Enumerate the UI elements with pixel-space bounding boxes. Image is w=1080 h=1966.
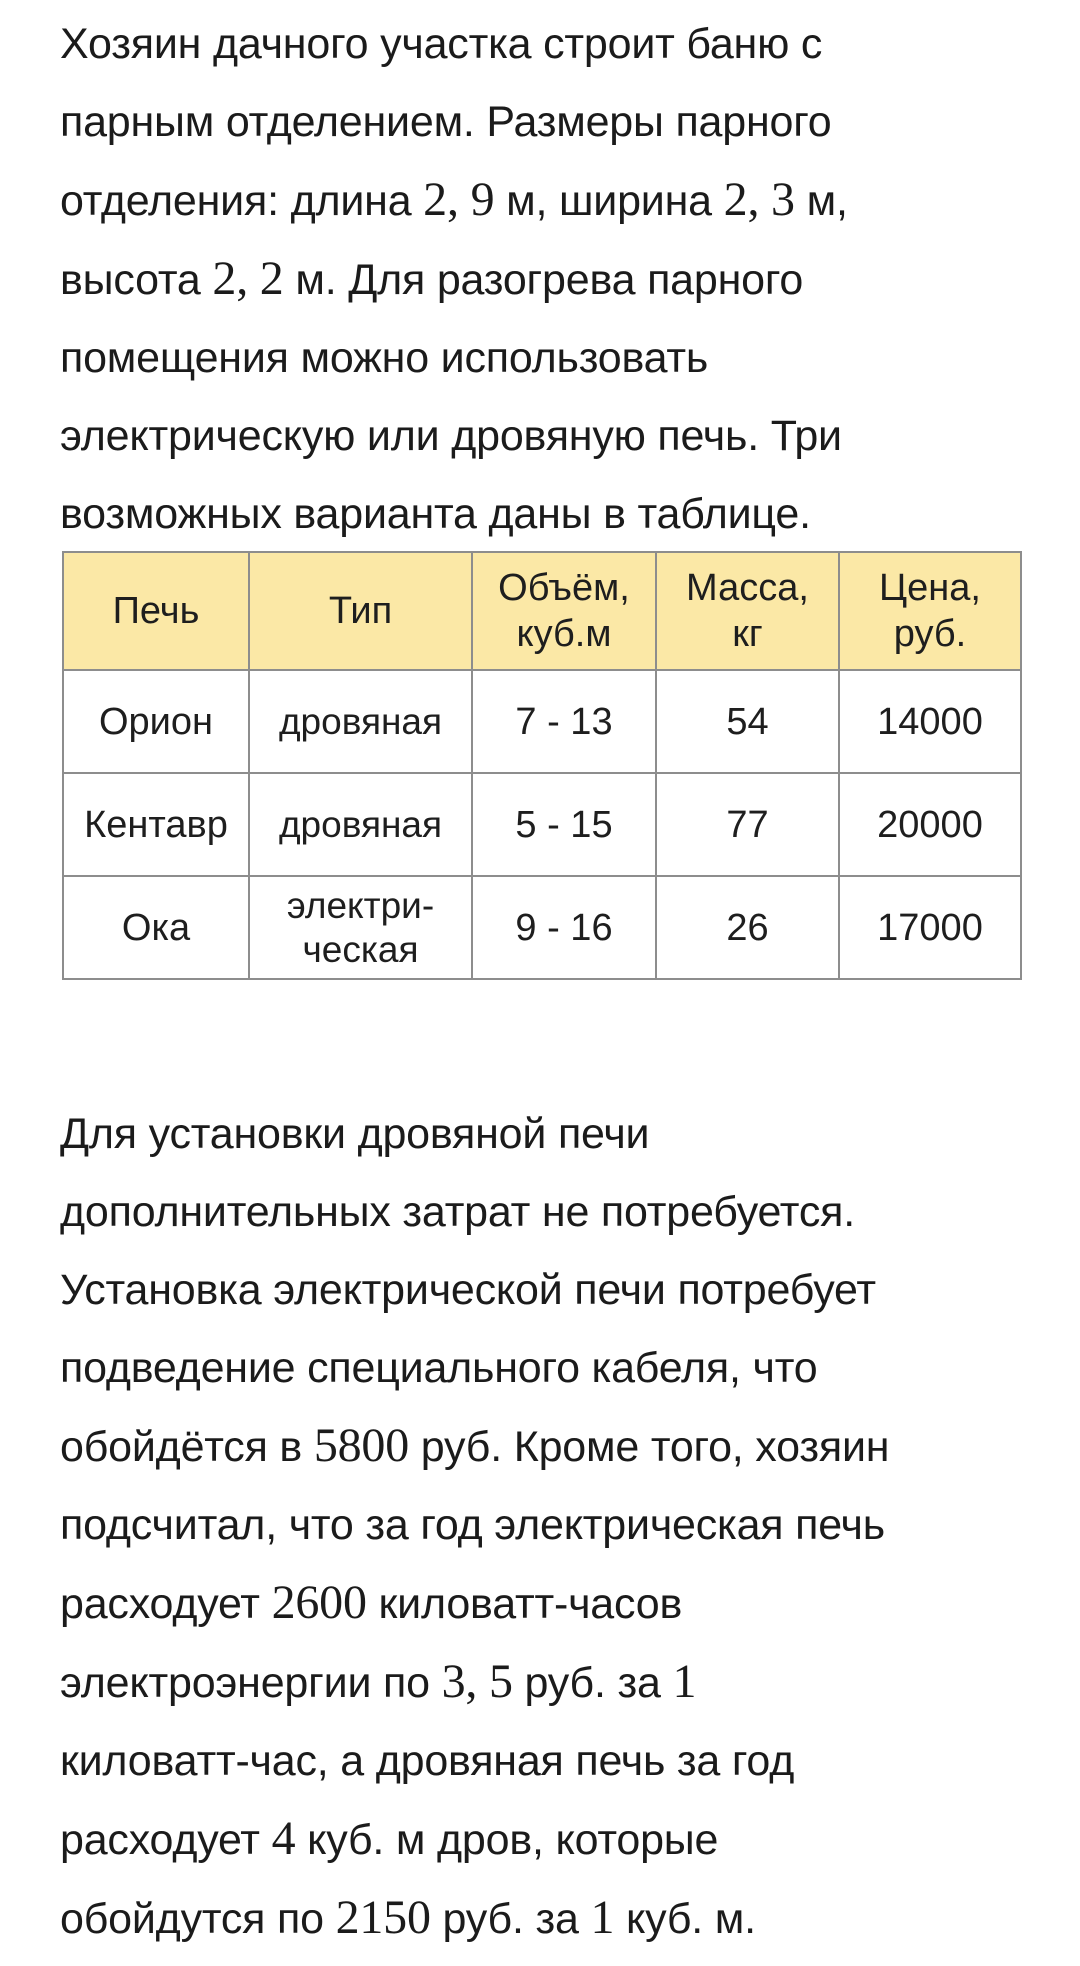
cell-text-line: руб. xyxy=(893,613,967,655)
cell-stove-name: Орион xyxy=(63,670,249,773)
cell-text-line: Объём, xyxy=(498,567,630,609)
table-row xyxy=(63,876,1021,979)
table-header-row xyxy=(63,552,1021,670)
details-line: расходует 4 куб. м дров, которые xyxy=(60,1812,719,1865)
cell-text-line: дровяная xyxy=(278,803,443,845)
cell-text-line: Масса, xyxy=(686,567,809,609)
math-number: 2, 2 xyxy=(212,252,284,305)
header-type xyxy=(249,552,472,670)
math-number: 4 xyxy=(271,1812,296,1865)
cell-text-line: куб.м xyxy=(516,613,612,655)
header-stove xyxy=(63,552,249,670)
math-number: 5800 xyxy=(313,1419,410,1472)
intro-line: электрическую или дровяную печь. Три xyxy=(60,412,842,460)
math-number: 2, 9 xyxy=(423,173,495,226)
intro-line: помещения можно использовать xyxy=(60,334,709,382)
intro-paragraph xyxy=(60,5,1020,553)
cell-volume: 5 - 15 xyxy=(472,773,656,876)
header-price xyxy=(839,552,1021,670)
details-line: электроэнергии по 3, 5 руб. за 1 xyxy=(60,1655,697,1708)
details-line: подсчитал, что за год электрическая печь xyxy=(60,1501,885,1549)
math-number: 2, 3 xyxy=(723,173,795,226)
details-line: обойдутся по 2150 руб. за 1 куб. м. xyxy=(60,1891,756,1944)
details-line: подведение специального кабеля, что xyxy=(60,1344,818,1392)
cell-text-line: Тип xyxy=(328,590,393,632)
details-line: Установка электрической печи потребует xyxy=(60,1266,876,1314)
math-number: 1 xyxy=(590,1891,615,1944)
details-line: дополнительных затрат не потребуется. xyxy=(60,1188,855,1236)
intro-line: высота 2, 2 м. Для разогрева парного xyxy=(60,252,804,305)
cell-price: 14000 xyxy=(839,670,1021,773)
stove-table-wrapper xyxy=(62,551,1022,980)
cell-stove-type xyxy=(249,876,472,979)
cell-stove-name: Ока xyxy=(63,876,249,979)
intro-line: Хозяин дачного участка строит баню с xyxy=(60,20,823,68)
cell-text-line: электри- xyxy=(286,884,435,926)
header-mass xyxy=(656,552,839,670)
details-line: Для установки дровяной печи xyxy=(60,1110,650,1158)
cell-mass: 54 xyxy=(656,670,839,773)
cell-stove-name: Кентавр xyxy=(63,773,249,876)
cell-text-line: кг xyxy=(732,613,763,655)
details-line: киловатт-час, а дровяная печь за год xyxy=(60,1737,795,1785)
math-number: 3, 5 xyxy=(441,1655,513,1708)
table-row xyxy=(63,773,1021,876)
intro-line: отделения: длина 2, 9 м, ширина 2, 3 м, xyxy=(60,173,848,226)
header-volume xyxy=(472,552,656,670)
cell-stove-type xyxy=(249,670,472,773)
cell-text-line: ческая xyxy=(302,928,419,970)
details-line: обойдётся в 5800 руб. Кроме того, хозяин xyxy=(60,1419,890,1472)
cell-text-line: Печь xyxy=(112,590,200,632)
intro-line: парным отделением. Размеры парного xyxy=(60,98,832,146)
cell-volume: 9 - 16 xyxy=(472,876,656,979)
cell-mass: 77 xyxy=(656,773,839,876)
details-line: расходует 2600 киловатт-часов xyxy=(60,1576,683,1629)
table-row xyxy=(63,670,1021,773)
details-paragraph xyxy=(60,1095,1020,1958)
math-number: 1 xyxy=(672,1655,697,1708)
cell-stove-type xyxy=(249,773,472,876)
cell-price: 17000 xyxy=(839,876,1021,979)
cell-text-line: Цена, xyxy=(879,567,981,609)
math-number: 2150 xyxy=(335,1891,431,1944)
cell-mass: 26 xyxy=(656,876,839,979)
cell-text-line: дровяная xyxy=(278,700,443,742)
math-number: 2600 xyxy=(271,1576,367,1629)
stove-options-table xyxy=(62,551,1022,980)
intro-line: возможных варианта даны в таблице. xyxy=(60,490,811,538)
cell-volume: 7 - 13 xyxy=(472,670,656,773)
cell-price: 20000 xyxy=(839,773,1021,876)
